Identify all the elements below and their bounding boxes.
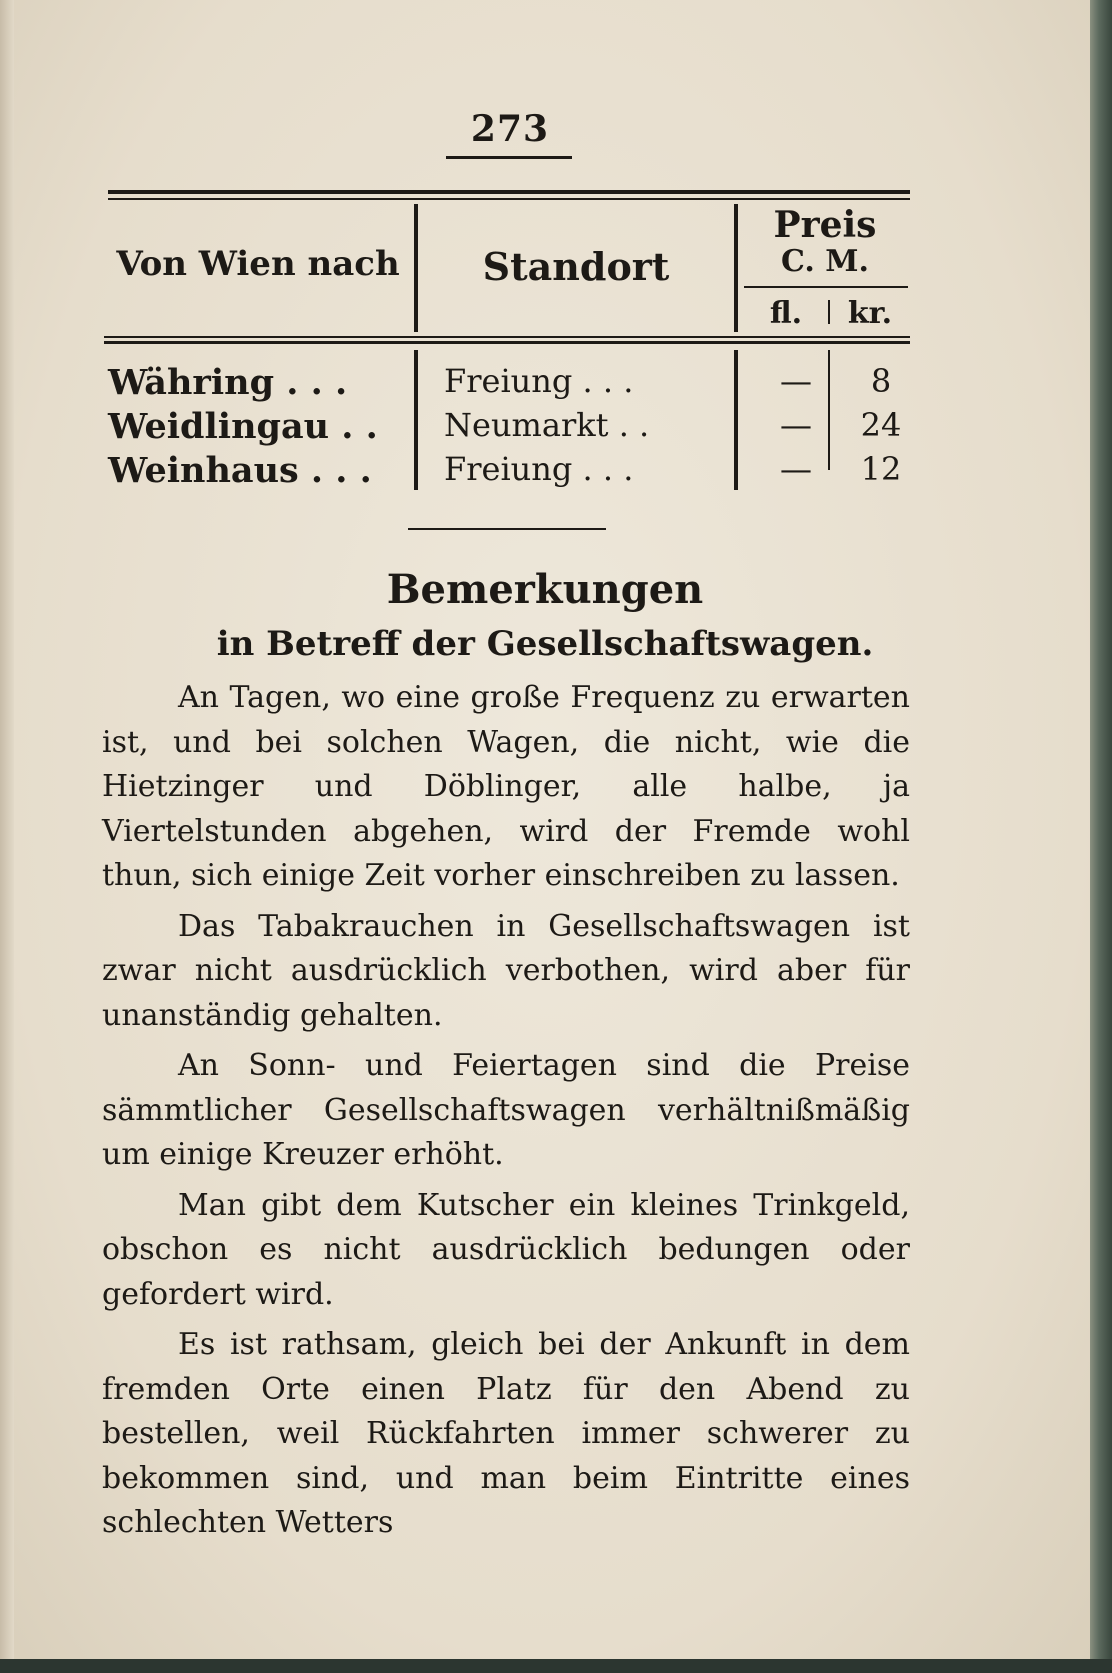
paragraph: Man gibt dem Kutscher ein kleines Trinkgeld, obschon es nicht ausdrücklich bedungen oder gefordert wird. <box>102 1187 910 1312</box>
paragraph: Es ist rathsam, gleich bei der Ankunft in dem fremden Orte einen Platz für den Abend zu bestellen, weil Rückfahrten immer schwerer zu bekommen sind, und man beim Eintritte eines schlechten Wetters <box>102 1327 910 1540</box>
header-bottom-rule <box>104 336 910 338</box>
section-subtitle: in Betreff der Gesellschaftswagen. <box>216 624 874 664</box>
header-currency: C. M. <box>781 244 869 279</box>
row-location: Freiung . . . <box>444 362 634 400</box>
row-location: Neumarkt . . <box>444 406 650 444</box>
paragraph: Das Tabakrauchen in Gesellschaftswagen ist zwar nicht ausdrücklich verbothen, wird aber für unanständig gehalten. <box>102 908 910 1033</box>
price-subheader-rule <box>744 286 908 288</box>
header-destination: Von Wien nach <box>116 244 400 284</box>
row-destination: Weidlingau . . <box>108 406 378 447</box>
row-fl: — <box>780 362 812 400</box>
page-number: 273 <box>470 108 550 150</box>
table-row <box>108 406 914 450</box>
header-price: Preis <box>773 204 877 246</box>
header-bottom-rule-thick <box>104 341 910 344</box>
fl-kr-divider-header <box>828 300 830 324</box>
row-kr: 8 <box>870 362 892 400</box>
section-divider <box>408 528 606 530</box>
row-kr: 12 <box>860 450 902 488</box>
page-number-underline <box>446 156 572 159</box>
row-kr: 24 <box>860 406 902 444</box>
row-destination: Währing . . . <box>108 362 348 403</box>
book-cover-edge <box>1090 0 1112 1673</box>
paragraph: An Tagen, wo eine große Frequenz zu erwarten ist, und bei solchen Wagen, die nicht, wie die Hietzinger und Döblinger, alle halbe, ja Viertelstunden abgehen, wird der Fremde wohl thun, sich einige Zeit vorher einschreiben zu lassen. <box>102 680 910 893</box>
header-kreuzer: kr. <box>847 296 893 331</box>
table-row <box>108 450 914 494</box>
table-top-rule <box>108 190 910 194</box>
table-top-rule-thin <box>108 198 910 200</box>
body-text <box>102 676 910 1552</box>
row-fl: — <box>780 450 812 488</box>
row-fl: — <box>780 406 812 444</box>
row-location: Freiung . . . <box>444 450 634 488</box>
header-florin: fl. <box>769 296 803 331</box>
header-location: Standort <box>482 244 670 289</box>
page-gutter <box>0 0 14 1673</box>
header-divider-1 <box>414 204 418 332</box>
section-title: Bemerkungen <box>386 566 704 613</box>
paragraph: An Sonn- und Feiertagen sind die Preise sämmtlicher Gesellschaftswagen verhältnißmäßig um einige Kreuzer erhöht. <box>102 1048 910 1172</box>
book-bottom-edge <box>0 1659 1112 1673</box>
table-row <box>108 362 914 406</box>
row-destination: Weinhaus . . . <box>108 450 372 491</box>
header-divider-2 <box>734 204 738 332</box>
